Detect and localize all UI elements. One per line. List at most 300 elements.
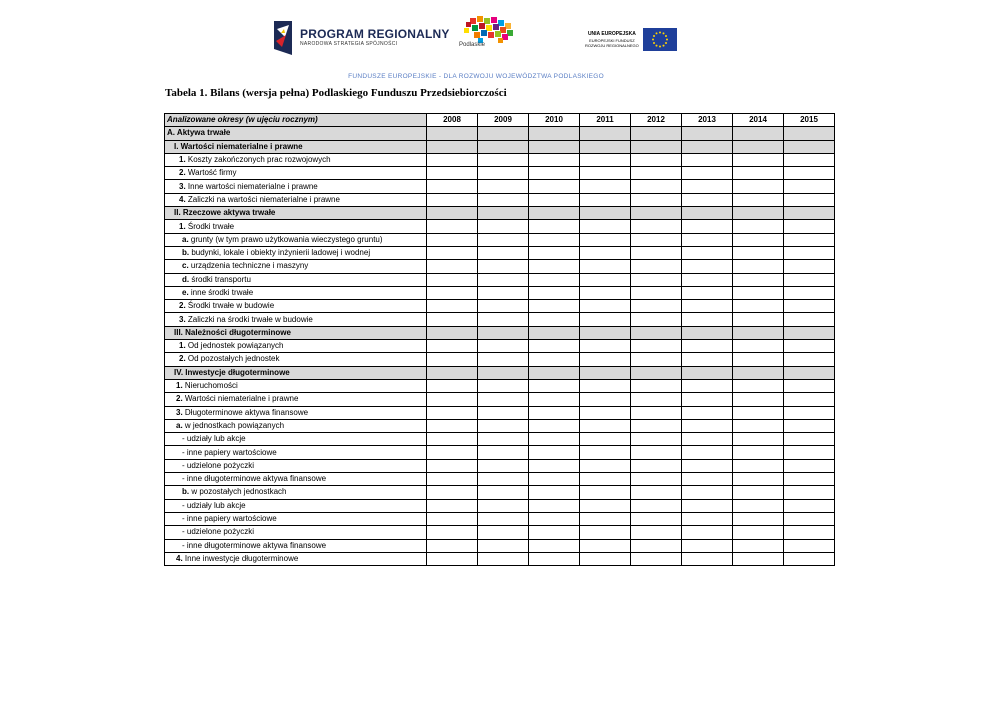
- value-cell[interactable]: [580, 153, 631, 166]
- value-cell[interactable]: [427, 486, 478, 499]
- value-cell[interactable]: [478, 379, 529, 392]
- value-cell[interactable]: [682, 127, 733, 140]
- value-cell[interactable]: [427, 406, 478, 419]
- value-cell[interactable]: [580, 260, 631, 273]
- value-cell[interactable]: [580, 433, 631, 446]
- value-cell[interactable]: [631, 167, 682, 180]
- value-cell[interactable]: [427, 340, 478, 353]
- row-text: urządzenia techniczne i maszyny: [188, 261, 309, 271]
- value-cell[interactable]: [733, 393, 784, 406]
- value-cell[interactable]: [427, 313, 478, 326]
- value-cell[interactable]: [580, 246, 631, 259]
- row-prefix: 3.: [179, 314, 186, 324]
- value-cell[interactable]: [529, 406, 580, 419]
- value-cell[interactable]: [784, 273, 835, 286]
- row-prefix: 3.: [176, 407, 183, 417]
- value-cell[interactable]: [427, 393, 478, 406]
- value-cell[interactable]: [478, 366, 529, 379]
- value-cell[interactable]: [631, 499, 682, 512]
- value-cell[interactable]: [580, 127, 631, 140]
- value-cell[interactable]: [580, 379, 631, 392]
- value-cell[interactable]: [529, 366, 580, 379]
- value-cell[interactable]: [784, 419, 835, 432]
- value-cell[interactable]: [733, 340, 784, 353]
- value-cell[interactable]: [784, 446, 835, 459]
- value-cell[interactable]: [580, 512, 631, 525]
- value-cell[interactable]: [427, 512, 478, 525]
- value-cell[interactable]: [682, 273, 733, 286]
- value-cell[interactable]: [478, 552, 529, 565]
- value-cell[interactable]: [733, 260, 784, 273]
- value-cell[interactable]: [733, 153, 784, 166]
- value-cell[interactable]: [478, 260, 529, 273]
- value-cell[interactable]: [631, 260, 682, 273]
- value-cell[interactable]: [478, 353, 529, 366]
- row-prefix: d.: [182, 274, 190, 284]
- value-cell[interactable]: [784, 220, 835, 233]
- value-cell[interactable]: [631, 286, 682, 299]
- value-cell[interactable]: [682, 353, 733, 366]
- value-cell[interactable]: [580, 393, 631, 406]
- value-cell[interactable]: [478, 326, 529, 339]
- value-cell[interactable]: [529, 300, 580, 313]
- value-cell[interactable]: [580, 193, 631, 206]
- value-cell[interactable]: [529, 246, 580, 259]
- value-cell[interactable]: [733, 300, 784, 313]
- row-label: [165, 393, 427, 406]
- row-text: Inne wartości niematerialne i prawne: [185, 181, 318, 191]
- value-cell[interactable]: [427, 326, 478, 339]
- value-cell[interactable]: [733, 419, 784, 432]
- value-cell[interactable]: [733, 313, 784, 326]
- value-cell[interactable]: [682, 340, 733, 353]
- value-cell[interactable]: [733, 220, 784, 233]
- row-label: [165, 153, 427, 166]
- row-label: [165, 340, 427, 353]
- value-cell[interactable]: [580, 180, 631, 193]
- value-cell[interactable]: [529, 233, 580, 246]
- value-cell[interactable]: [733, 499, 784, 512]
- value-cell[interactable]: [427, 207, 478, 220]
- value-cell[interactable]: [529, 552, 580, 565]
- value-cell[interactable]: [631, 486, 682, 499]
- value-cell[interactable]: [529, 167, 580, 180]
- value-cell[interactable]: [631, 419, 682, 432]
- value-cell[interactable]: [478, 512, 529, 525]
- value-cell[interactable]: [529, 486, 580, 499]
- value-cell[interactable]: [682, 193, 733, 206]
- value-cell[interactable]: [631, 526, 682, 539]
- value-cell[interactable]: [529, 207, 580, 220]
- value-cell[interactable]: [682, 486, 733, 499]
- value-cell[interactable]: [682, 140, 733, 153]
- value-cell[interactable]: [478, 220, 529, 233]
- value-cell[interactable]: [478, 446, 529, 459]
- value-cell[interactable]: [631, 300, 682, 313]
- value-cell[interactable]: [784, 153, 835, 166]
- value-cell[interactable]: [682, 446, 733, 459]
- value-cell[interactable]: [631, 366, 682, 379]
- value-cell[interactable]: [478, 127, 529, 140]
- year-header: 2009: [478, 114, 529, 127]
- value-cell[interactable]: [478, 340, 529, 353]
- row-label: [165, 167, 427, 180]
- value-cell[interactable]: [733, 273, 784, 286]
- value-cell[interactable]: [580, 419, 631, 432]
- eu-line1: UNIA EUROPEJSKA: [587, 31, 636, 37]
- value-cell[interactable]: [478, 286, 529, 299]
- value-cell[interactable]: [478, 459, 529, 472]
- value-cell[interactable]: [427, 499, 478, 512]
- value-cell[interactable]: [682, 433, 733, 446]
- value-cell[interactable]: [733, 486, 784, 499]
- value-cell[interactable]: [682, 260, 733, 273]
- value-cell[interactable]: [631, 353, 682, 366]
- value-cell[interactable]: [631, 193, 682, 206]
- table-row: [165, 127, 835, 140]
- value-cell[interactable]: [427, 233, 478, 246]
- value-cell[interactable]: [529, 419, 580, 432]
- value-cell[interactable]: [529, 286, 580, 299]
- value-cell[interactable]: [580, 552, 631, 565]
- value-cell[interactable]: [529, 140, 580, 153]
- value-cell[interactable]: [529, 353, 580, 366]
- table-row: [165, 539, 835, 552]
- value-cell[interactable]: [784, 260, 835, 273]
- value-cell[interactable]: [529, 499, 580, 512]
- value-cell[interactable]: [427, 153, 478, 166]
- year-header: 2015: [784, 114, 835, 127]
- value-cell[interactable]: [784, 127, 835, 140]
- row-text: A. Aktywa trwałe: [167, 128, 231, 138]
- value-cell[interactable]: [631, 473, 682, 486]
- value-cell[interactable]: [682, 419, 733, 432]
- value-cell[interactable]: [478, 419, 529, 432]
- value-cell[interactable]: [529, 473, 580, 486]
- value-cell[interactable]: [580, 366, 631, 379]
- value-cell[interactable]: [580, 300, 631, 313]
- value-cell[interactable]: [784, 340, 835, 353]
- value-cell[interactable]: [784, 393, 835, 406]
- value-cell[interactable]: [631, 273, 682, 286]
- value-cell[interactable]: [733, 353, 784, 366]
- value-cell[interactable]: [478, 300, 529, 313]
- value-cell[interactable]: [631, 220, 682, 233]
- funding-banner-text: FUNDUSZE EUROPEJSKIE - DLA ROZWOJU WOJEWÓDZTWA PODLASKIEGO: [348, 73, 604, 80]
- value-cell[interactable]: [682, 167, 733, 180]
- program-subtitle: NARODOWA STRATEGIA SPÓJNOŚCI: [300, 41, 398, 47]
- value-cell[interactable]: [580, 473, 631, 486]
- row-label: [165, 486, 427, 499]
- value-cell[interactable]: [478, 207, 529, 220]
- value-cell[interactable]: [784, 167, 835, 180]
- value-cell[interactable]: [784, 539, 835, 552]
- value-cell[interactable]: [733, 552, 784, 565]
- row-label: [165, 539, 427, 552]
- value-cell[interactable]: [529, 220, 580, 233]
- value-cell[interactable]: [682, 379, 733, 392]
- value-cell[interactable]: [529, 260, 580, 273]
- value-cell[interactable]: [529, 127, 580, 140]
- value-cell[interactable]: [682, 366, 733, 379]
- value-cell[interactable]: [580, 486, 631, 499]
- value-cell[interactable]: [427, 419, 478, 432]
- value-cell[interactable]: [427, 353, 478, 366]
- balance-table: [164, 113, 835, 566]
- value-cell[interactable]: [682, 393, 733, 406]
- value-cell[interactable]: [580, 286, 631, 299]
- value-cell[interactable]: [733, 233, 784, 246]
- value-cell[interactable]: [631, 233, 682, 246]
- value-cell[interactable]: [427, 366, 478, 379]
- value-cell[interactable]: [478, 167, 529, 180]
- value-cell[interactable]: [427, 446, 478, 459]
- value-cell[interactable]: [682, 313, 733, 326]
- value-cell[interactable]: [784, 353, 835, 366]
- value-cell[interactable]: [427, 220, 478, 233]
- value-cell[interactable]: [478, 539, 529, 552]
- value-cell[interactable]: [784, 326, 835, 339]
- value-cell[interactable]: [631, 313, 682, 326]
- value-cell[interactable]: [784, 459, 835, 472]
- row-text: budynki, lokale i obiekty inżynierii ladowej i wodnej: [189, 248, 371, 258]
- value-cell[interactable]: [478, 233, 529, 246]
- value-cell[interactable]: [733, 512, 784, 525]
- value-cell[interactable]: [733, 406, 784, 419]
- value-cell[interactable]: [580, 459, 631, 472]
- value-cell[interactable]: [631, 127, 682, 140]
- value-cell[interactable]: [682, 326, 733, 339]
- value-cell[interactable]: [580, 406, 631, 419]
- value-cell[interactable]: [682, 552, 733, 565]
- value-cell[interactable]: [580, 313, 631, 326]
- value-cell[interactable]: [682, 406, 733, 419]
- row-label: [165, 286, 427, 299]
- value-cell[interactable]: [784, 207, 835, 220]
- value-cell[interactable]: [580, 340, 631, 353]
- value-cell[interactable]: [427, 526, 478, 539]
- value-cell[interactable]: [529, 446, 580, 459]
- value-cell[interactable]: [682, 153, 733, 166]
- value-cell[interactable]: [784, 286, 835, 299]
- value-cell[interactable]: [427, 193, 478, 206]
- value-cell[interactable]: [427, 300, 478, 313]
- value-cell[interactable]: [529, 393, 580, 406]
- value-cell[interactable]: [631, 379, 682, 392]
- row-text: - inne długoterminowe aktywa finansowe: [182, 474, 327, 484]
- value-cell[interactable]: [631, 446, 682, 459]
- row-text: Zaliczki na środki trwałe w budowie: [185, 314, 313, 324]
- value-cell[interactable]: [580, 499, 631, 512]
- value-cell[interactable]: [529, 379, 580, 392]
- value-cell[interactable]: [733, 379, 784, 392]
- value-cell[interactable]: [478, 140, 529, 153]
- value-cell[interactable]: [478, 433, 529, 446]
- value-cell[interactable]: [733, 193, 784, 206]
- value-cell[interactable]: [478, 406, 529, 419]
- value-cell[interactable]: [478, 193, 529, 206]
- value-cell[interactable]: [784, 193, 835, 206]
- value-cell[interactable]: [529, 193, 580, 206]
- value-cell[interactable]: [631, 246, 682, 259]
- eu-line3: ROZWOJU REGIONALNEGO: [585, 43, 639, 48]
- row-text: - udziały lub akcje: [182, 500, 246, 510]
- value-cell[interactable]: [478, 246, 529, 259]
- value-cell[interactable]: [529, 526, 580, 539]
- value-cell[interactable]: [784, 512, 835, 525]
- value-cell[interactable]: [580, 353, 631, 366]
- value-cell[interactable]: [784, 366, 835, 379]
- row-text: Nieruchomości: [182, 381, 238, 391]
- value-cell[interactable]: [682, 459, 733, 472]
- value-cell[interactable]: [784, 140, 835, 153]
- value-cell[interactable]: [733, 326, 784, 339]
- value-cell[interactable]: [682, 246, 733, 259]
- value-cell[interactable]: [784, 552, 835, 565]
- value-cell[interactable]: [784, 300, 835, 313]
- value-cell[interactable]: [427, 127, 478, 140]
- value-cell[interactable]: [733, 180, 784, 193]
- value-cell[interactable]: [580, 526, 631, 539]
- value-cell[interactable]: [682, 220, 733, 233]
- value-cell[interactable]: [631, 340, 682, 353]
- value-cell[interactable]: [631, 552, 682, 565]
- value-cell[interactable]: [580, 273, 631, 286]
- value-cell[interactable]: [733, 140, 784, 153]
- value-cell[interactable]: [478, 473, 529, 486]
- value-cell[interactable]: [682, 539, 733, 552]
- value-cell[interactable]: [529, 433, 580, 446]
- value-cell[interactable]: [631, 153, 682, 166]
- value-cell[interactable]: [784, 180, 835, 193]
- value-cell[interactable]: [733, 366, 784, 379]
- value-cell[interactable]: [529, 459, 580, 472]
- eu-logo: [585, 28, 677, 51]
- value-cell[interactable]: [478, 499, 529, 512]
- value-cell[interactable]: [478, 273, 529, 286]
- value-cell[interactable]: [427, 273, 478, 286]
- value-cell[interactable]: [580, 233, 631, 246]
- value-cell[interactable]: [631, 140, 682, 153]
- value-cell[interactable]: [682, 499, 733, 512]
- value-cell[interactable]: [784, 486, 835, 499]
- value-cell[interactable]: [631, 433, 682, 446]
- value-cell[interactable]: [733, 433, 784, 446]
- value-cell[interactable]: [478, 313, 529, 326]
- value-cell[interactable]: [427, 552, 478, 565]
- value-cell[interactable]: [478, 486, 529, 499]
- value-cell[interactable]: [631, 406, 682, 419]
- value-cell[interactable]: [631, 459, 682, 472]
- row-label: [165, 379, 427, 392]
- value-cell[interactable]: [529, 512, 580, 525]
- value-cell[interactable]: [427, 473, 478, 486]
- value-cell[interactable]: [580, 220, 631, 233]
- row-text: grunty (w tym prawo użytkowania wieczystego gruntu): [188, 234, 383, 244]
- value-cell[interactable]: [580, 446, 631, 459]
- value-cell[interactable]: [784, 379, 835, 392]
- value-cell[interactable]: [580, 167, 631, 180]
- value-cell[interactable]: [478, 526, 529, 539]
- value-cell[interactable]: [478, 153, 529, 166]
- value-cell[interactable]: [529, 539, 580, 552]
- value-cell[interactable]: [682, 526, 733, 539]
- value-cell[interactable]: [427, 539, 478, 552]
- value-cell[interactable]: [478, 393, 529, 406]
- value-cell[interactable]: [784, 526, 835, 539]
- value-cell[interactable]: [682, 473, 733, 486]
- value-cell[interactable]: [631, 393, 682, 406]
- value-cell[interactable]: [427, 433, 478, 446]
- value-cell[interactable]: [478, 180, 529, 193]
- value-cell[interactable]: [631, 207, 682, 220]
- value-cell[interactable]: [733, 286, 784, 299]
- value-cell[interactable]: [733, 459, 784, 472]
- value-cell[interactable]: [631, 539, 682, 552]
- value-cell[interactable]: [631, 326, 682, 339]
- year-header: 2012: [631, 114, 682, 127]
- value-cell[interactable]: [682, 286, 733, 299]
- value-cell[interactable]: [682, 207, 733, 220]
- value-cell[interactable]: [529, 273, 580, 286]
- value-cell[interactable]: [784, 499, 835, 512]
- value-cell[interactable]: [631, 512, 682, 525]
- value-cell[interactable]: [784, 246, 835, 259]
- value-cell[interactable]: [580, 207, 631, 220]
- value-cell[interactable]: [529, 340, 580, 353]
- value-cell[interactable]: [529, 180, 580, 193]
- value-cell[interactable]: [733, 207, 784, 220]
- value-cell[interactable]: [682, 512, 733, 525]
- table-row: [165, 473, 835, 486]
- value-cell[interactable]: [427, 286, 478, 299]
- value-cell[interactable]: [580, 326, 631, 339]
- value-cell[interactable]: [784, 473, 835, 486]
- value-cell[interactable]: [427, 246, 478, 259]
- value-cell[interactable]: [580, 140, 631, 153]
- value-cell[interactable]: [580, 539, 631, 552]
- row-text: Od jednostek powiązanych: [185, 341, 284, 351]
- value-cell[interactable]: [733, 167, 784, 180]
- value-cell[interactable]: [733, 473, 784, 486]
- value-cell[interactable]: [427, 379, 478, 392]
- value-cell[interactable]: [682, 180, 733, 193]
- value-cell[interactable]: [733, 539, 784, 552]
- value-cell[interactable]: [529, 153, 580, 166]
- value-cell[interactable]: [682, 233, 733, 246]
- value-cell[interactable]: [427, 140, 478, 153]
- value-cell[interactable]: [733, 246, 784, 259]
- value-cell[interactable]: [784, 313, 835, 326]
- value-cell[interactable]: [529, 326, 580, 339]
- value-cell[interactable]: [784, 233, 835, 246]
- value-cell[interactable]: [784, 433, 835, 446]
- value-cell[interactable]: [733, 446, 784, 459]
- value-cell[interactable]: [733, 526, 784, 539]
- value-cell[interactable]: [733, 127, 784, 140]
- value-cell[interactable]: [427, 260, 478, 273]
- value-cell[interactable]: [529, 313, 580, 326]
- value-cell[interactable]: [427, 459, 478, 472]
- row-text: Wartości niematerialne i prawne: [182, 394, 299, 404]
- row-prefix: b.: [182, 248, 190, 258]
- value-cell[interactable]: [631, 180, 682, 193]
- value-cell[interactable]: [427, 167, 478, 180]
- value-cell[interactable]: [427, 180, 478, 193]
- row-label: [165, 127, 427, 140]
- value-cell[interactable]: [784, 406, 835, 419]
- value-cell[interactable]: [682, 300, 733, 313]
